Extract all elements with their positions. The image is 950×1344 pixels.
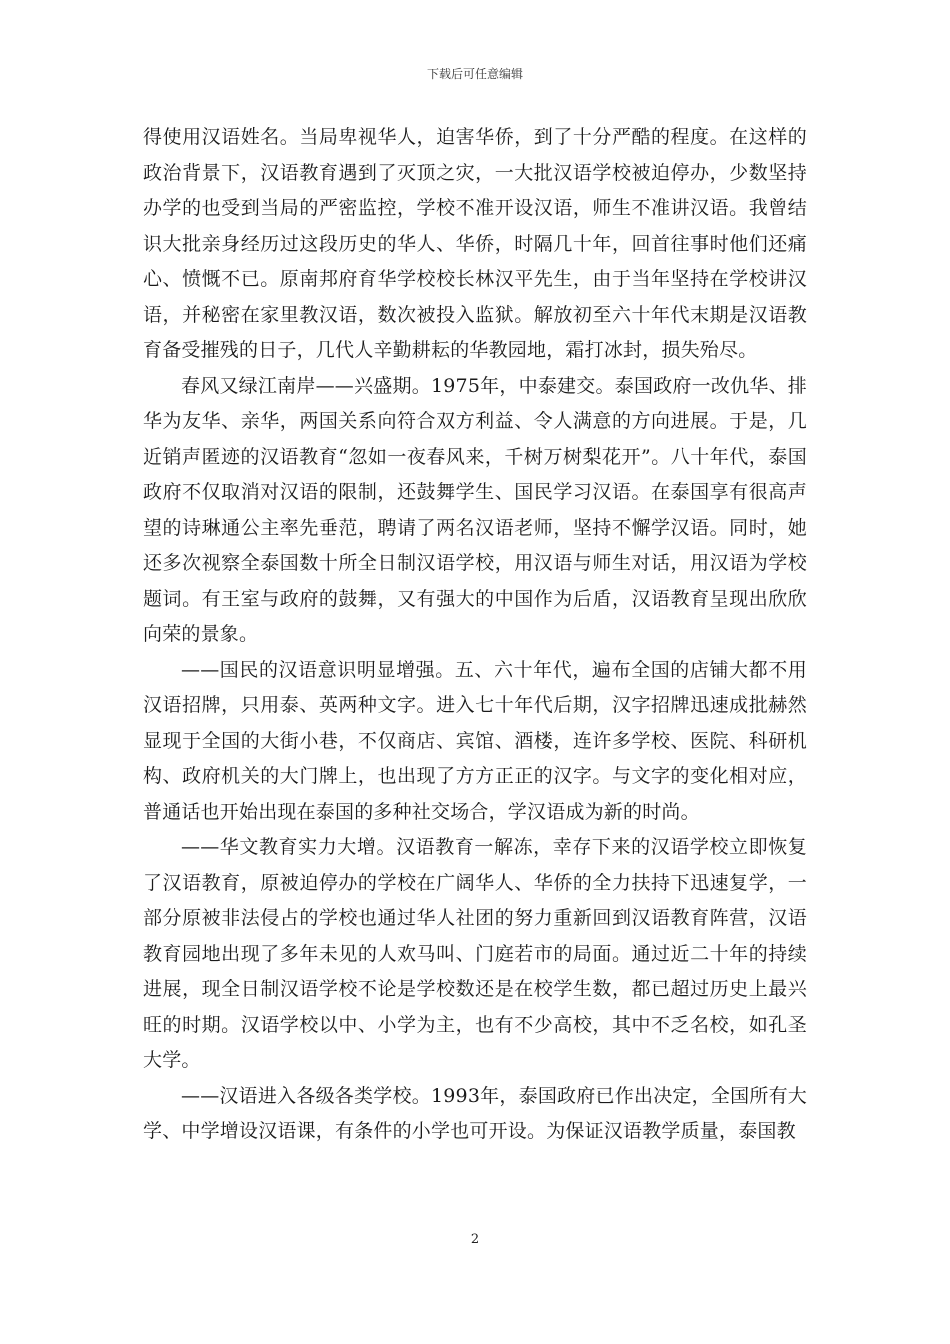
page-number: 2: [470, 1232, 480, 1247]
paragraph-2: 春风又绿江南岸——兴盛期。1975年，中泰建交。泰国政府一改仇华、排华为友华、亲华，两国关系向符合双方利益、令人满意的方向进展。于是，几近销声匿迹的汉语教育“忽如一夜春风来，千树万树梨花开”。八十年代，泰国政府不仅取消对汉语的限制，还鼓舞学生、国民学习汉语。在泰国享有很高声望的诗琳通公主率先垂范，聘请了两名汉语老师，坚持不懈学汉语。同时，她还多次视察全泰国数十所全日制汉语学校，用汉语与师生对话，用汉语为学校题词。有王室与政府的鼓舞，又有强大的中国作为后盾，汉语教育呈现出欣欣向荣的景象。: [143, 374, 807, 645]
paragraph-1: 得使用汉语姓名。当局卑视华人，迫害华侨，到了十分严酷的程度。在这样的政治背景下，汉语教育遇到了灭顶之灾，一大批汉语学校被迫停办，少数坚持办学的也受到当局的严密监控，学校不准开设汉语，师生不准讲汉语。我曾结识大批亲身经历过这段历史的华人、华侨，时隔几十年，回首往事时他们还痛心、愤慨不已。原南邦府育华学校校长林汉平先生，由于当年坚持在学校讲汉语，并秘密在家里教汉语，数次被投入监狱。解放初至六十年代末期是汉语教育备受摧残的日子，几代人辛勤耕耘的华教园地，霜打冰封，损失殆尽。: [143, 126, 807, 361]
paragraph-5: ——汉语进入各级各类学校。1993年，泰国政府已作出决定，全国所有大学、中学增设汉语课，有条件的小学也可开设。为保证汉语教学质量，泰国教: [143, 1084, 807, 1142]
page-header: 下载后可任意编辑: [426, 67, 523, 81]
document-body: [143, 120, 807, 1150]
paragraph-4: ——华文教育实力大增。汉语教育一解冻，幸存下来的汉语学校立即恢复了汉语教育，原被迫停办的学校在广阔华人、华侨的全力扶持下迅速复学，一部分原被非法侵占的学校也通过华人社团的努力重新回到汉语教育阵营，汉语教育园地出现了多年未见的人欢马叫、门庭若市的局面。通过近二十年的持续进展，现全日制汉语学校不论是学校数还是在校学生数，都已超过历史上最兴旺的时期。汉语学校以中、小学为主，也有不少高校，其中不乏名校，如孔圣大学。: [143, 836, 807, 1071]
paragraph-3: ——国民的汉语意识明显增强。五、六十年代，遍布全国的店铺大都不用汉语招牌，只用泰、英两种文字。进入七十年代后期，汉字招牌迅速成批赫然显现于全国的大街小巷，不仅商店、宾馆、酒楼，连许多学校、医院、科研机构、政府机关的大门牌上，也出现了方方正正的汉字。与文字的变化相对应，普通话也开始出现在泰国的多种社交场合，学汉语成为新的时尚。: [143, 658, 807, 823]
